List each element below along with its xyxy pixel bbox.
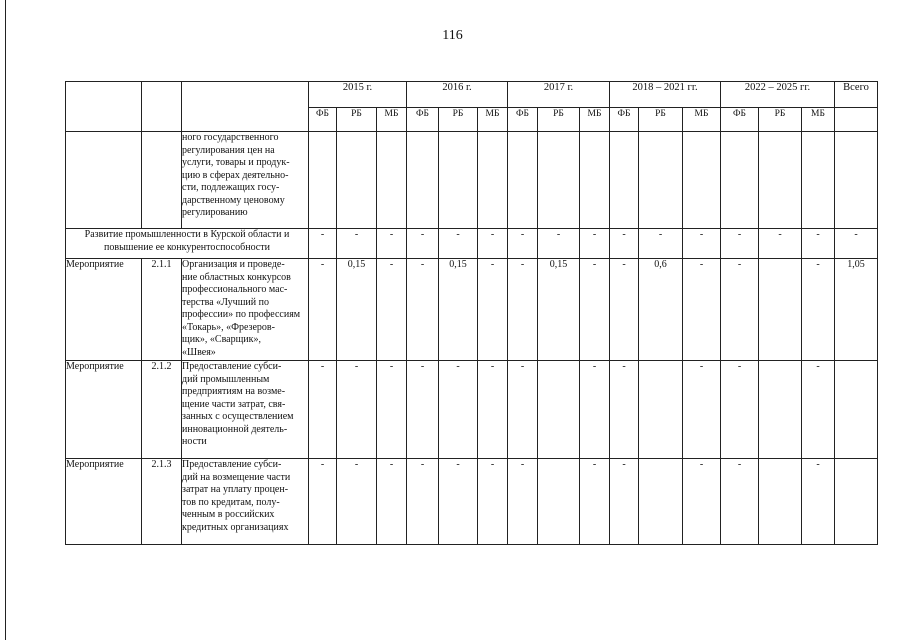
header-empty-desc	[182, 82, 309, 132]
funding-cell: -	[439, 361, 478, 459]
funding-cell	[407, 132, 439, 229]
funding-cell	[377, 132, 407, 229]
row-description: Организация и проведе- ние областных конкурсов профессионального мас- терства «Лучший по профессии» по профессиям «Токарь», «Фрезеров- щик», «Сварщик», «Швея»	[182, 259, 309, 361]
source-header: РБ	[337, 108, 377, 132]
funding-cell: -	[610, 229, 639, 259]
row-description: Предоставление субси- дий промышленным предприятиям на возме- щение части затрат, свя- занных с осуществлением инновационной деятель- ности	[182, 361, 309, 459]
funding-cell: -	[309, 459, 337, 545]
funding-cell	[508, 132, 538, 229]
continuation-row	[66, 132, 878, 229]
section-title: Развитие промышленности в Курской области и повышение ее конкурентоспособности	[66, 229, 309, 259]
source-header: ФБ	[309, 108, 337, 132]
total-cell: -	[835, 229, 878, 259]
funding-cell: -	[407, 259, 439, 361]
source-header: РБ	[759, 108, 802, 132]
funding-cell: -	[610, 361, 639, 459]
source-header: ФБ	[610, 108, 639, 132]
row-code: 2.1.1	[142, 259, 182, 361]
section-row	[66, 229, 878, 259]
funding-cell	[759, 132, 802, 229]
funding-cell: -	[337, 459, 377, 545]
funding-cell: -	[377, 361, 407, 459]
funding-cell: 0,15	[439, 259, 478, 361]
funding-cell: -	[538, 229, 580, 259]
row-description: ного государственного регулирования цен на услуги, товары и продук- цию в сферах деятельно- сти, подлежащих госу- дарственному ценовому регулированию	[182, 132, 309, 229]
source-header: РБ	[639, 108, 683, 132]
funding-cell: -	[721, 459, 759, 545]
budget-table	[65, 81, 878, 545]
funding-cell	[759, 361, 802, 459]
row-type: Мероприятие	[66, 259, 142, 361]
funding-cell: -	[478, 259, 508, 361]
funding-cell: -	[580, 229, 610, 259]
funding-cell: -	[683, 361, 721, 459]
funding-cell: -	[639, 229, 683, 259]
funding-cell	[759, 259, 802, 361]
funding-cell: -	[377, 229, 407, 259]
funding-cell: -	[337, 229, 377, 259]
funding-cell: -	[610, 459, 639, 545]
funding-cell: -	[478, 361, 508, 459]
funding-cell: -	[802, 361, 835, 459]
row-type: Мероприятие	[66, 459, 142, 545]
funding-cell: 0,15	[337, 259, 377, 361]
funding-cell: -	[580, 459, 610, 545]
source-header: ФБ	[508, 108, 538, 132]
row-code: 2.1.3	[142, 459, 182, 545]
funding-cell: -	[802, 229, 835, 259]
funding-cell: -	[759, 229, 802, 259]
header-row-years	[66, 82, 878, 108]
funding-cell	[538, 459, 580, 545]
funding-cell: -	[337, 361, 377, 459]
year-header: 2017 г.	[508, 82, 610, 108]
funding-cell: -	[309, 259, 337, 361]
funding-cell	[683, 132, 721, 229]
funding-cell: -	[610, 259, 639, 361]
funding-cell: -	[721, 361, 759, 459]
funding-cell: -	[377, 259, 407, 361]
funding-cell	[759, 459, 802, 545]
funding-cell: -	[802, 259, 835, 361]
scan-left-edge	[5, 0, 6, 640]
funding-cell: 0,6	[639, 259, 683, 361]
funding-cell: -	[309, 229, 337, 259]
funding-cell	[610, 132, 639, 229]
funding-cell: -	[683, 259, 721, 361]
header-empty-type	[66, 82, 142, 132]
funding-cell: -	[683, 229, 721, 259]
source-header: РБ	[538, 108, 580, 132]
funding-cell	[580, 132, 610, 229]
year-header: 2022 – 2025 гг.	[721, 82, 835, 108]
funding-cell: -	[508, 229, 538, 259]
source-header: ФБ	[407, 108, 439, 132]
row-description: Предоставление субси- дий на возмещение части затрат на уплату процен- тов по кредитам, полу- ченным в российских кредитных организациях	[182, 459, 309, 545]
total-header-empty	[835, 108, 878, 132]
source-header: МБ	[377, 108, 407, 132]
funding-cell: -	[508, 361, 538, 459]
year-header: 2016 г.	[407, 82, 508, 108]
funding-cell	[721, 132, 759, 229]
funding-cell: -	[407, 459, 439, 545]
row-code	[142, 132, 182, 229]
funding-cell	[639, 132, 683, 229]
funding-cell: -	[683, 459, 721, 545]
source-header: МБ	[802, 108, 835, 132]
source-header: МБ	[683, 108, 721, 132]
funding-cell: -	[508, 459, 538, 545]
funding-cell	[439, 132, 478, 229]
funding-cell: -	[478, 229, 508, 259]
page-number: 116	[442, 28, 463, 43]
measure-row	[66, 259, 878, 361]
funding-cell: -	[580, 259, 610, 361]
total-cell: 1,05	[835, 259, 878, 361]
funding-cell: -	[508, 259, 538, 361]
row-code: 2.1.2	[142, 361, 182, 459]
funding-cell: -	[407, 229, 439, 259]
source-header: РБ	[439, 108, 478, 132]
row-type: Мероприятие	[66, 361, 142, 459]
year-header: 2018 – 2021 гг.	[610, 82, 721, 108]
funding-cell	[639, 459, 683, 545]
funding-cell	[309, 132, 337, 229]
funding-cell: -	[802, 459, 835, 545]
funding-cell	[538, 132, 580, 229]
total-cell	[835, 132, 878, 229]
funding-cell: -	[580, 361, 610, 459]
funding-cell	[478, 132, 508, 229]
funding-cell	[802, 132, 835, 229]
source-header: МБ	[580, 108, 610, 132]
funding-cell: -	[439, 229, 478, 259]
funding-cell: -	[309, 361, 337, 459]
funding-cell: -	[721, 259, 759, 361]
funding-cell	[538, 361, 580, 459]
funding-cell: -	[721, 229, 759, 259]
header-empty-code	[142, 82, 182, 132]
table-body	[66, 82, 878, 545]
year-header: 2015 г.	[309, 82, 407, 108]
total-header: Всего	[835, 82, 878, 108]
funding-cell: -	[407, 361, 439, 459]
funding-cell: -	[377, 459, 407, 545]
total-cell	[835, 361, 878, 459]
total-cell	[835, 459, 878, 545]
source-header: МБ	[478, 108, 508, 132]
funding-cell: -	[439, 459, 478, 545]
funding-cell: 0,15	[538, 259, 580, 361]
source-header: ФБ	[721, 108, 759, 132]
funding-cell	[639, 361, 683, 459]
row-type	[66, 132, 142, 229]
measure-row	[66, 361, 878, 459]
measure-row	[66, 459, 878, 545]
funding-cell	[337, 132, 377, 229]
funding-cell: -	[478, 459, 508, 545]
